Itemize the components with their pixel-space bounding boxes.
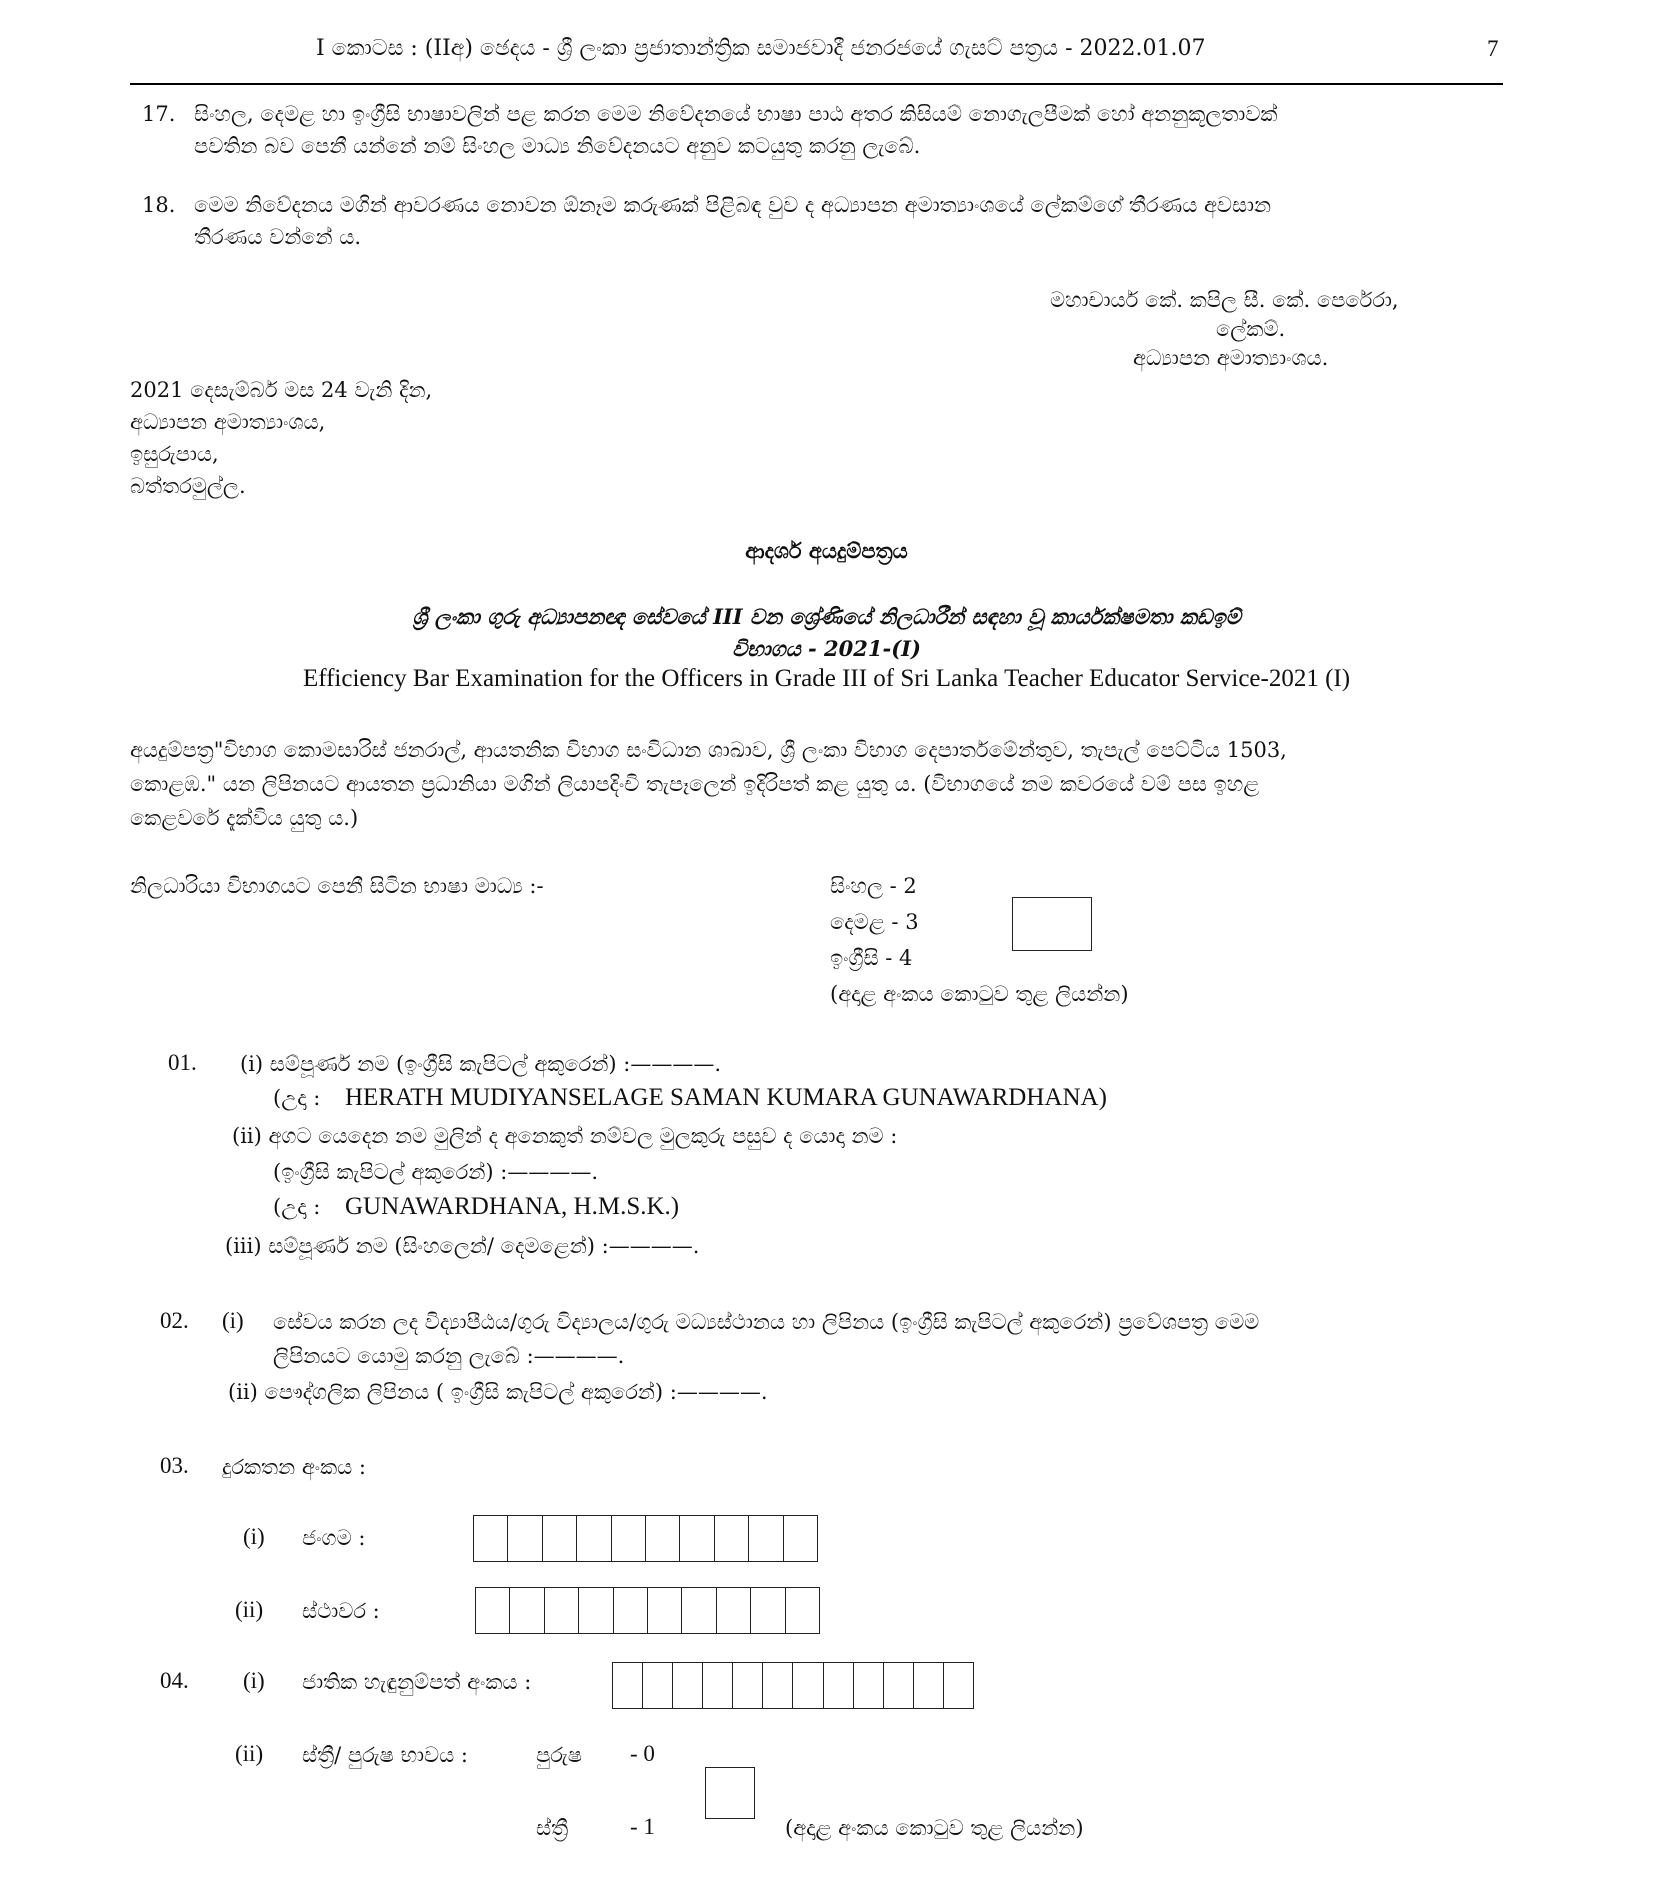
form-title: ආදර්ශ අයදුම්පත්‍රය — [745, 538, 908, 563]
medium-label: නිලධාරියා විභාගයට පෙනී සිටින භාෂා මාධ්‍ය :- — [130, 874, 544, 898]
exam-title-english: Efficiency Bar Examination for the Officers in Grade III of Sri Lanka Teacher Educator Service-2021 (I) — [302, 665, 1351, 692]
q01-example-name: HERATH MUDIYANSELAGE SAMAN KUMARA GUNAWARDHANA) — [345, 1084, 1107, 1111]
digit-cell[interactable] — [579, 1588, 613, 1633]
q02-i-label: (i) — [222, 1308, 244, 1333]
instructions-line1: අයදුම්පත්‍ර"විභාග කොමසාරිස් ජනරාල්, ආයතනික විභාග සංවිධාන ශාඛාව, ශ්‍රී ලංකා විභාග දෙපාර්තමේන්තුව, තැපැල් පෙට්ටිය 1503, — [130, 738, 1287, 762]
digit-cell[interactable] — [793, 1663, 823, 1708]
clause-18-line1: මෙම නිවේදනය මගින් ආවරණය නොවන ඕනෑම කරුණක් පිළිබඳ වුව ද අධ්‍යාපන අමාත්‍යාංශයේ ලේකම්ගේ තීරණය අවසාන — [194, 193, 1272, 217]
digit-cell[interactable] — [786, 1588, 819, 1633]
q04-nic-num: (i) — [243, 1668, 265, 1693]
q01-full-name-sinhala-tamil[interactable]: (iii) සම්පූර්ණ නම (සිංහලෙන්/ දෙමළෙන්) :————. — [225, 1234, 700, 1258]
digit-cell[interactable] — [717, 1588, 751, 1633]
q01-example-initials: GUNAWARDHANA, H.M.S.K.) — [345, 1193, 680, 1220]
digit-cell[interactable] — [474, 1516, 508, 1561]
digit-cell[interactable] — [824, 1663, 854, 1708]
address-line-building: ඉසුරුපාය, — [130, 442, 219, 466]
q04-number: 04. — [160, 1668, 189, 1693]
gazette-header-title: I කොටස : (IIඅ) ඡෙදය - ශ්‍රී ලංකා ප්‍රජාතාන්ත්‍රික සමාජවාදී ජනරජයේ ගැසට් පත්‍රය - 2022.01.07 — [316, 36, 1206, 61]
medium-option-sinhala: සිංහල - 2 — [830, 874, 917, 898]
digit-cell[interactable] — [703, 1663, 733, 1708]
q02-institute-address-line2[interactable]: ලිපිනයට යොමු කරනු ලැබේ :————. — [273, 1344, 625, 1368]
q01-example2-prefix: (උදා : — [273, 1195, 321, 1219]
digit-cell[interactable] — [715, 1516, 749, 1561]
q03-mobile-num: (i) — [243, 1524, 265, 1549]
q02-institute-address-line1: සේවය කරන ලද විද්‍යාපීඨය/ගුරු විද්‍යාලය/ගුරු මධ්‍යස්ථානය හා ලිපිනය (ඉංග්‍රීසි කැපිටල් අකුරෙන්) ප්‍රවේශපත්‍ර මෙම — [273, 1310, 1260, 1334]
instructions-line3: කෙළවරේ දැක්විය යුතු ය.) — [130, 806, 359, 830]
clause-18-number: 18. — [142, 193, 176, 217]
digit-cell[interactable] — [612, 1516, 646, 1561]
q04-nic-number-boxes[interactable] — [612, 1662, 974, 1709]
q04-female-code: - 1 — [630, 1814, 655, 1839]
clause-18-line2: තීරණය වන්නේ ය. — [194, 225, 362, 249]
q01-number: 01. — [168, 1050, 197, 1075]
header-rule — [130, 83, 1503, 85]
digit-cell[interactable] — [884, 1663, 914, 1708]
digit-cell[interactable] — [508, 1516, 542, 1561]
clause-17-line1: සිංහල, දෙමළ හා ඉංග්‍රීසි භාෂාවලින් පළ කරන මෙම නිවේදනයේ භාෂා පාඨ අතර කිසියම් නොගැලපීමක් හෝ අනනුකූලතාවක් — [194, 102, 1278, 126]
digit-cell[interactable] — [763, 1663, 793, 1708]
digit-cell[interactable] — [476, 1588, 510, 1633]
digit-cell[interactable] — [543, 1516, 577, 1561]
digit-cell[interactable] — [680, 1516, 714, 1561]
exam-title-sinhala-line2: විභාගය - 2021-(I) — [732, 636, 921, 661]
q01-surname-initials-field[interactable]: (ඉංග්‍රීසි කැපිටල් අකුරෙන්) :————. — [273, 1160, 599, 1184]
digit-cell[interactable] — [733, 1663, 763, 1708]
digit-cell[interactable] — [545, 1588, 579, 1633]
q01-example-prefix: (උදා : — [273, 1086, 321, 1110]
q03-fixed-number-boxes[interactable] — [475, 1587, 820, 1634]
instructions-line2: කොළඹ." යන ලිපිනයට ආයතන ප්‍රධානියා මගින් ලියාපදිංචි තැපෑලෙන් ඉදිරිපත් කළ යුතු ය. (විභාගයේ නම කවරයේ වම් පස ඉහළ — [130, 772, 1260, 796]
digit-cell[interactable] — [673, 1663, 703, 1708]
digit-cell[interactable] — [784, 1516, 817, 1561]
q03-phone-label: දුරකතන අංකය : — [222, 1455, 367, 1479]
q01-surname-initials: (ii) අගට යෙදෙන නම මුලින් ද අනෙකුත් නම්වල මුලකුරු පසුව ද යොදා නම : — [232, 1124, 898, 1148]
q02-personal-address[interactable]: (ii) පෞද්ගලික ලිපිනය ( ඉංග්‍රීසි කැපිටල් අකුරෙන්) :————. — [228, 1380, 768, 1404]
q03-number: 03. — [160, 1453, 189, 1478]
q04-male-code: - 0 — [630, 1741, 655, 1766]
digit-cell[interactable] — [682, 1588, 716, 1633]
digit-cell[interactable] — [648, 1588, 682, 1633]
digit-cell[interactable] — [643, 1663, 673, 1708]
signatory-name: මහාචාර්ය කේ. කපිල සී. කේ. පෙරේරා, — [1050, 288, 1399, 312]
digit-cell[interactable] — [944, 1663, 973, 1708]
address-line-city: බත්තරමුල්ල. — [130, 474, 246, 498]
clause-17-number: 17. — [142, 102, 176, 126]
medium-note: (අදාළ අංකය කොටුව තුළ ලියන්න) — [830, 982, 1129, 1006]
signatory-title: ලේකම්. — [1216, 317, 1286, 341]
digit-cell[interactable] — [854, 1663, 884, 1708]
signatory-office: අධ්‍යාපන අමාත්‍යාංශය. — [1133, 346, 1329, 370]
q04-male-label: පුරුෂ — [536, 1743, 582, 1767]
q02-number: 02. — [160, 1308, 189, 1333]
digit-cell[interactable] — [749, 1516, 783, 1561]
q03-mobile-number-boxes[interactable] — [473, 1515, 818, 1562]
digit-cell[interactable] — [914, 1663, 944, 1708]
page-number: 7 — [1487, 36, 1499, 61]
medium-code-box[interactable] — [1012, 897, 1092, 951]
digit-cell[interactable] — [510, 1588, 544, 1633]
clause-17-line2: පවතින බව පෙනී යන්නේ නම් සිංහල මාධ්‍ය නිවේදනයට අනුව කටයුතු කරනු ලැබේ. — [194, 134, 921, 158]
digit-cell[interactable] — [577, 1516, 611, 1561]
q04-nic-label: ජාතික හැඳුනුම්පත් අංකය : — [302, 1670, 532, 1694]
q04-note: (අදාළ අංකය කොටුව තුළ ලියන්න) — [785, 1816, 1084, 1840]
q03-fixed-label: ස්ථාවර : — [302, 1599, 380, 1623]
digit-cell[interactable] — [613, 1663, 643, 1708]
q04-female-label: ස්ත්‍රී — [536, 1816, 569, 1840]
q04-gender-label: ස්ත්‍රී/ පුරුෂ භාවය : — [302, 1743, 468, 1767]
medium-option-english: ඉංග්‍රීසි - 4 — [830, 946, 913, 970]
address-line-date: 2021 දෙසැම්බර් මස 24 වැනි දින, — [130, 378, 433, 402]
digit-cell[interactable] — [614, 1588, 648, 1633]
q04-gender-code-box[interactable] — [705, 1767, 755, 1819]
address-line-ministry: අධ්‍යාපන අමාත්‍යාංශය, — [130, 410, 326, 434]
medium-option-tamil: දෙමළ - 3 — [830, 910, 919, 934]
q03-fixed-num: (ii) — [235, 1597, 264, 1622]
exam-title-sinhala-line1: ශ්‍රී ලංකා ගුරු අධ්‍යාපනඥ සේවයේ III වන ශ්‍රේණියේ නිලධාරීන් සඳහා වූ කාර්යක්ෂමතා කඩඉම් — [412, 604, 1241, 629]
q01-full-name-english[interactable]: (i) සම්පූර්ණ නම (ඉංග්‍රීසි කැපිටල් අකුරෙන්) :————. — [240, 1052, 721, 1076]
q04-gender-num: (ii) — [235, 1741, 264, 1766]
digit-cell[interactable] — [751, 1588, 785, 1633]
digit-cell[interactable] — [646, 1516, 680, 1561]
q03-mobile-label: ජංගම : — [302, 1526, 366, 1550]
